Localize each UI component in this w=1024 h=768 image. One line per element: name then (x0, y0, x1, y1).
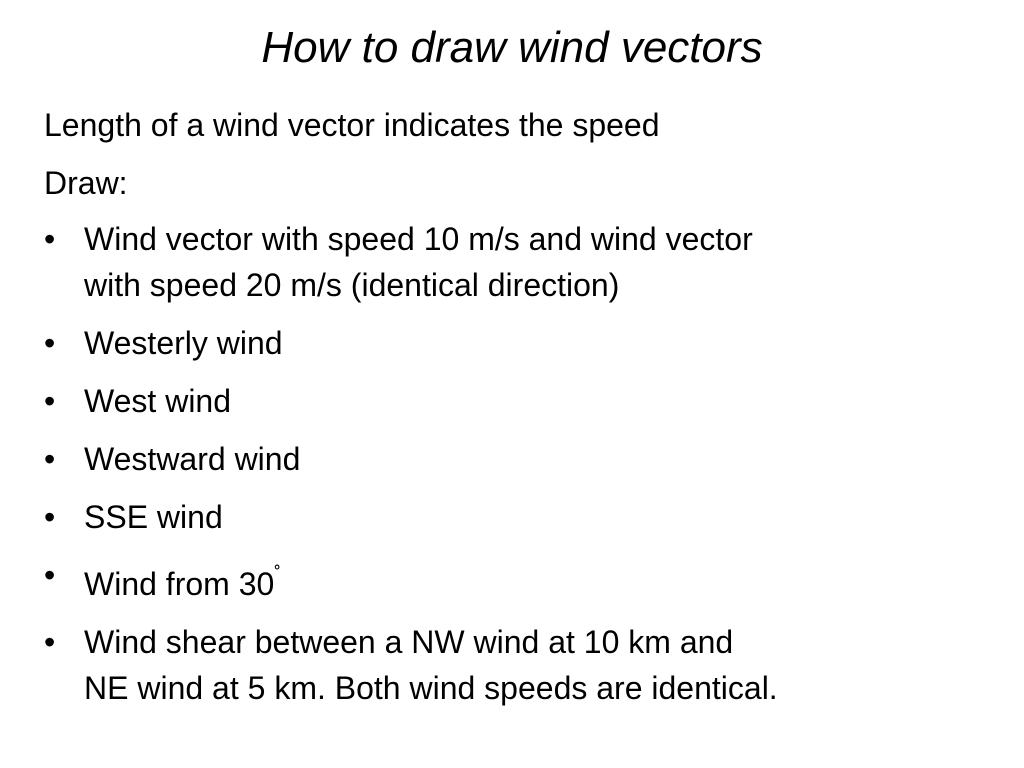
draw-label: Draw: (44, 165, 128, 201)
bullet-dot-icon: • (44, 325, 56, 361)
bullet-dot-icon: • (44, 221, 56, 257)
bullet-item-west (44, 378, 1004, 424)
bullet-item-sse (44, 494, 1004, 540)
bullet-text: Westerly wind (84, 325, 283, 361)
bullet-text: West wind (84, 383, 232, 419)
bullet-dot-icon: • (44, 557, 56, 593)
bullet-item-wind-from-30 (44, 552, 1004, 607)
bullet-item-wind-shear (44, 619, 1004, 711)
bullet-dot-icon: • (44, 499, 56, 535)
bullet-list (44, 216, 1004, 723)
bullet-text: Wind from 30 (84, 566, 275, 602)
bullet-text: Wind shear between a NW wind at 10 km and NE wind at 5 km. Both wind speeds are identical. (84, 624, 778, 706)
bullet-dot-icon: • (44, 441, 56, 477)
bullet-text: SSE wind (84, 499, 223, 535)
slide-title: How to draw wind vectors (261, 23, 763, 72)
bullet-dot-icon: • (44, 624, 56, 660)
bullet-text: Westward wind (84, 441, 301, 477)
bullet-text: Wind vector with speed 10 m/s and wind vector with speed 20 m/s (identical direction) (84, 221, 753, 303)
intro-text: Length of a wind vector indicates the speed (44, 107, 660, 143)
bullet-dot-icon: • (44, 383, 56, 419)
bullet-item-westward (44, 436, 1004, 482)
bullet-item-westerly (44, 320, 1004, 366)
bullet-item-vector-speeds (44, 216, 1004, 308)
degree-symbol: ˚ (274, 564, 281, 586)
